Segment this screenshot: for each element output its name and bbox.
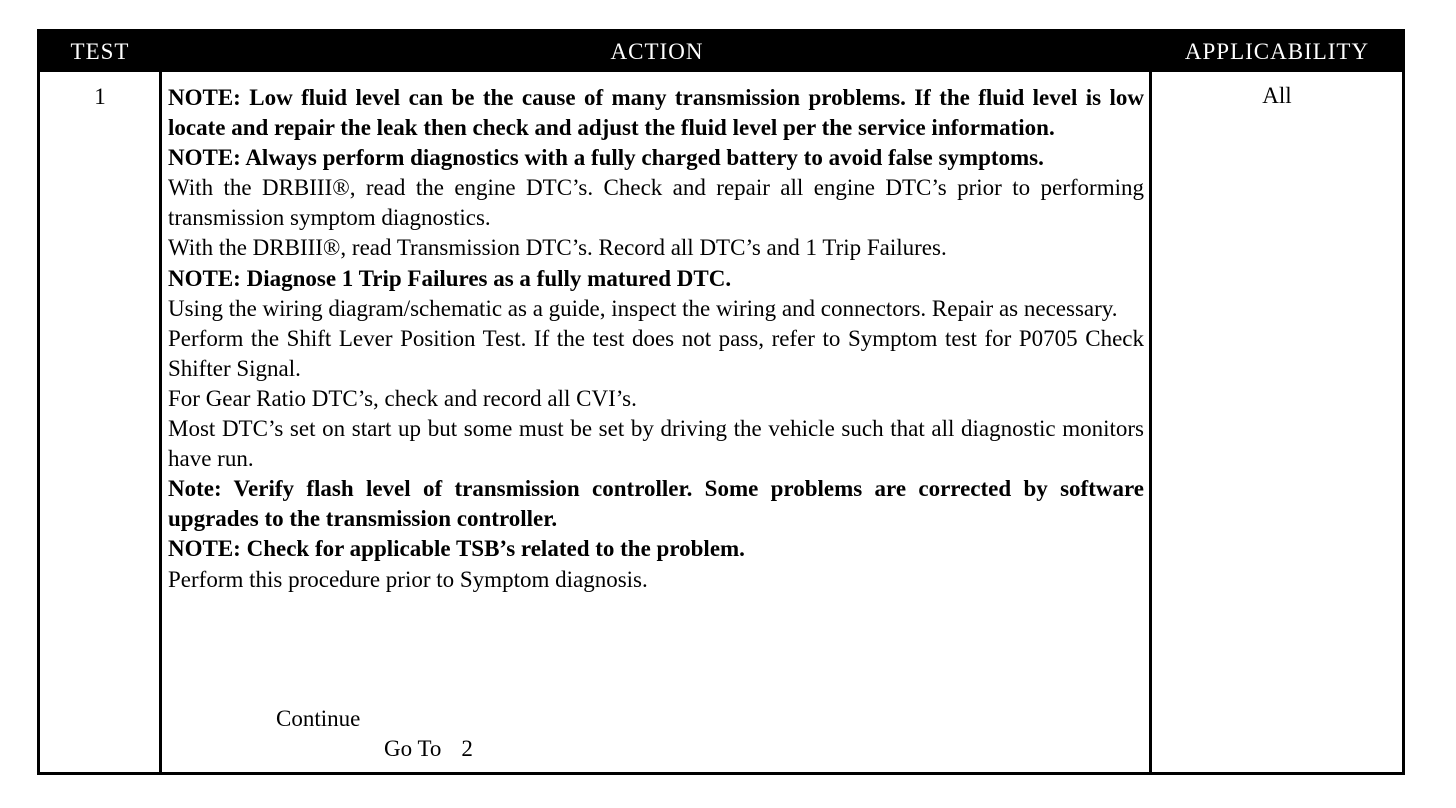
action-paragraph: Most DTC’s set on start up but some must be set by driving the vehicle such that all diagnostic monitors have run. xyxy=(168,416,1144,472)
goto-target: 2 xyxy=(461,736,473,761)
goto-label: Go To xyxy=(384,736,442,761)
column-divider xyxy=(159,72,162,772)
action-paragraph: Using the wiring diagram/schematic as a guide, inspect the wiring and connectors. Repair as necessary. xyxy=(168,295,1118,321)
header-action: ACTION xyxy=(610,39,704,64)
action-cell xyxy=(168,83,1144,595)
goto-link[interactable] xyxy=(384,736,473,762)
action-paragraph: NOTE: Always perform diagnostics with a fully charged battery to avoid false symptoms. xyxy=(168,145,1044,171)
action-paragraph: NOTE: Check for applicable TSB’s related to the problem. xyxy=(168,536,745,562)
action-paragraph: Note: Verify flash level of transmission controller. Some problems are corrected by software upgrades to the transmission controller. xyxy=(168,476,1144,532)
header-applicability: APPLICABILITY xyxy=(1184,39,1370,64)
action-paragraph: For Gear Ratio DTC’s, check and record all CVI’s. xyxy=(168,385,637,411)
action-paragraph: With the DRBIII®, read Transmission DTC’s. Record all DTC’s and 1 Trip Failures. xyxy=(168,235,947,261)
continue-label: Continue xyxy=(276,706,361,731)
table-header xyxy=(40,32,1402,72)
action-paragraph: Perform this procedure prior to Symptom diagnosis. xyxy=(168,566,648,592)
test-number: 1 xyxy=(94,84,106,109)
action-paragraph: With the DRBIII®, read the engine DTC’s. Check and repair all engine DTC’s prior to performing transmission symptom diagnostics. xyxy=(168,175,1144,231)
header-test: TEST xyxy=(70,39,130,64)
action-paragraph: NOTE: Diagnose 1 Trip Failures as a fully matured DTC. xyxy=(168,265,732,291)
action-paragraph: NOTE: Low fluid level can be the cause of many transmission problems. If the fluid level is low locate and repair the leak then check and adjust the fluid level per the service information. xyxy=(168,85,1144,141)
column-divider xyxy=(1149,72,1152,772)
diagnostic-test-table xyxy=(37,29,1405,775)
applicability-value: All xyxy=(1262,83,1292,108)
action-paragraph: Perform the Shift Lever Position Test. If the test does not pass, refer to Symptom test for P0705 Check Shifter Signal. xyxy=(168,325,1144,381)
